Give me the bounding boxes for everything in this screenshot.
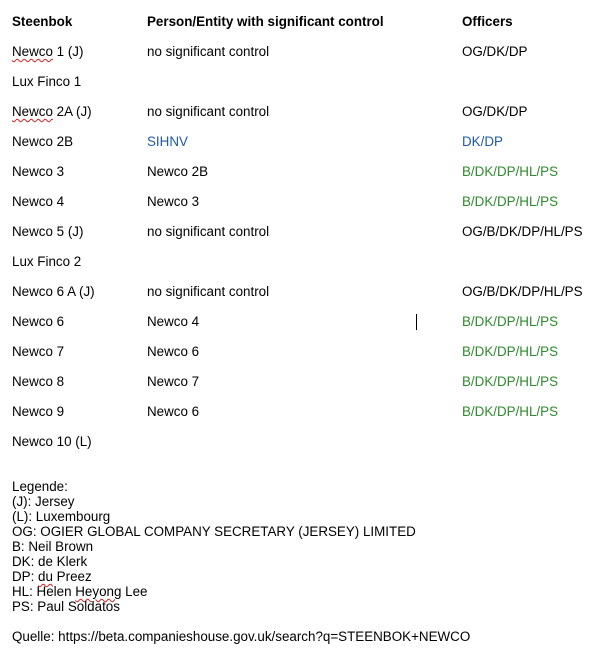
legend-text-part: (L): Luxembourg [12, 509, 111, 524]
entity-name-part: Newco 8 [12, 374, 65, 389]
entity-name-part: Newco 7 [12, 344, 65, 359]
entity-name-part: Newco [12, 44, 53, 59]
officers-cell: DK/DP [462, 134, 503, 149]
entity-name-part: Newco 4 [12, 194, 65, 209]
entity-cell [12, 373, 64, 391]
legend-text-part: PS: Paul Soldatos [12, 599, 120, 614]
header-officers: Officers [462, 14, 513, 29]
psc-cell: Newco 2B [147, 164, 209, 179]
entity-cell [12, 133, 73, 151]
legend [12, 479, 416, 614]
legend-text-part: du [38, 569, 53, 584]
officers-cell: OG/B/DK/DP/HL/PS [462, 224, 583, 239]
entity-name-part: Newco 6 A (J) [12, 284, 95, 299]
legend-line [12, 569, 416, 584]
psc-cell: SIHNV [147, 134, 188, 149]
psc-cell: Newco 3 [147, 194, 200, 209]
entity-cell [12, 103, 92, 121]
text-cursor [416, 314, 417, 330]
legend-text-part: Preez [52, 569, 92, 584]
legend-text-part: (J): Jersey [12, 494, 75, 509]
legend-lines [12, 494, 416, 614]
entity-cell [12, 283, 95, 301]
officers-cell: B/DK/DP/HL/PS [462, 344, 558, 359]
officers-cell: B/DK/DP/HL/PS [462, 374, 558, 389]
officers-cell: B/DK/DP/HL/PS [462, 194, 558, 209]
entity-cell [12, 223, 83, 241]
legend-line [12, 599, 416, 614]
psc-cell: Newco 6 [147, 344, 200, 359]
officers-cell: OG/DK/DP [462, 44, 528, 59]
officers-cell: OG/B/DK/DP/HL/PS [462, 284, 583, 299]
legend-line [12, 494, 416, 509]
legend-line [12, 524, 416, 539]
legend-title: Legende: [12, 479, 68, 494]
entity-name-part: Lux Finco 1 [12, 74, 82, 89]
entity-cell [12, 193, 64, 211]
legend-line [12, 584, 416, 599]
legend-text-part: Heyong [75, 584, 122, 599]
entity-cell [12, 313, 64, 331]
legend-text-part: Lee [121, 584, 148, 599]
legend-line [12, 509, 416, 524]
header-psc: Person/Entity with significant control [147, 14, 384, 29]
header-entity: Steenbok [12, 14, 73, 29]
entity-name-part: Newco 9 [12, 404, 65, 419]
entity-name-part: Newco 3 [12, 164, 65, 179]
psc-cell: Newco 4 [147, 314, 200, 329]
entity-cell [12, 73, 81, 91]
psc-cell: Newco 7 [147, 374, 200, 389]
psc-cell: no significant control [147, 44, 270, 59]
officers-cell: B/DK/DP/HL/PS [462, 164, 558, 179]
entity-name-part: Newco [12, 104, 53, 119]
officers-cell: OG/DK/DP [462, 104, 528, 119]
legend-line [12, 539, 416, 554]
entity-name-part: Newco 6 [12, 314, 65, 329]
entity-name-part: Newco 2B [12, 134, 74, 149]
psc-cell: no significant control [147, 104, 270, 119]
entity-cell [12, 433, 92, 451]
legend-line [12, 554, 416, 569]
entity-cell [12, 163, 64, 181]
entity-name-part: Newco 10 (L) [12, 434, 92, 449]
entity-cell [12, 43, 83, 61]
entity-name-part: Newco 5 (J) [12, 224, 84, 239]
entity-cell [12, 343, 64, 361]
entity-cell [12, 253, 81, 271]
psc-cell: no significant control [147, 224, 270, 239]
entity-cell [12, 403, 64, 421]
legend-text-part: HL: Helen [12, 584, 76, 599]
entity-suffix: 1 (J) [52, 44, 84, 59]
entity-name-part: Lux Finco 2 [12, 254, 82, 269]
psc-cell: Newco 6 [147, 404, 200, 419]
legend-text-part: DK: de Klerk [12, 554, 88, 569]
legend-text-part: OG: OGIER GLOBAL COMPANY SECRETARY (JERSEY) LIMITED [12, 524, 416, 539]
psc-cell: no significant control [147, 284, 270, 299]
source-line: Quelle: https://beta.companieshouse.gov.uk/search?q=STEENBOK+NEWCO [12, 629, 471, 644]
officers-cell: B/DK/DP/HL/PS [462, 314, 558, 329]
entity-suffix: 2A (J) [52, 104, 92, 119]
legend-text-part: B: Neil Brown [12, 539, 94, 554]
legend-text-part: DP: [12, 569, 39, 584]
officers-cell: B/DK/DP/HL/PS [462, 404, 558, 419]
